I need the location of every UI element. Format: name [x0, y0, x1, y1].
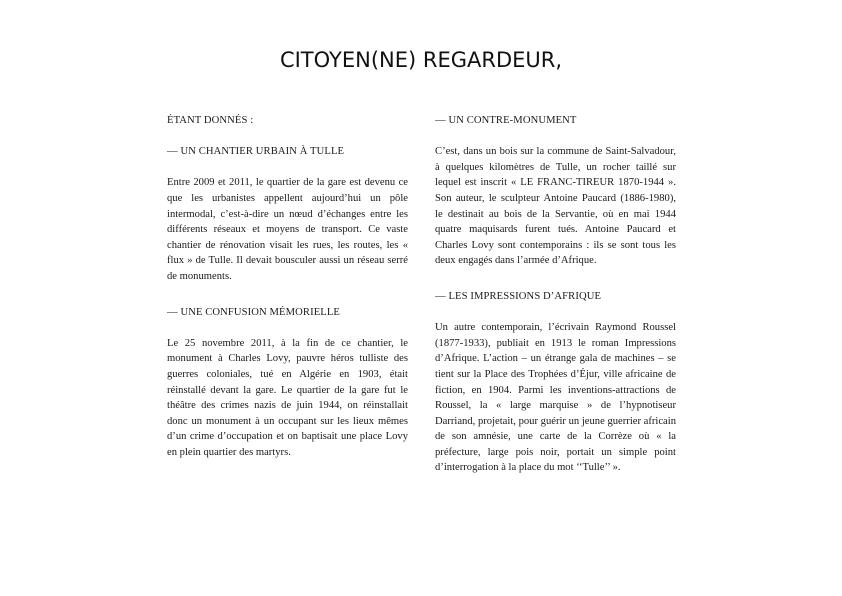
section-text-confusion: Le 25 novembre 2011, à la fin de ce chantier, le monument à Charles Lovy, pauvre héros tulliste des guerres coloniales, tué en Algérie en 1903, était réinstallé devant la gare. Le quartier de la gare fut le théâtre des crimes nazis de juin 1944, on réinstallait donc un monument à un occupant sur les lieux mêmes d’un crime d’occupation et on baptisait une place Lovy en plein quartier des martyrs. [167, 337, 408, 458]
section-text-impressions: Un autre contemporain, l’écrivain Raymond Roussel (1877-1933), publiait en 1913 le roman Impressions d’Afrique. L’action – un étrange gala de machines – se tient sur la Place des Trophées d’Éjur, ville africaine de fiction, en 1904. Parmi les inventions-attractions de Roussel, la « large marquise » de l’hypnotiseur Darriand, projetait, pour guérir un jeune guerrier africain de son amnésie, une carte de la Corrèze où « la préfecture, large pois noir, portait un simple point d’interrogation à la place du mot ‘‘Tulle’’ ». [435, 322, 676, 474]
left-column [167, 113, 408, 460]
section-heading-confusion: — UNE CONFUSION MÉMORIELLE [167, 306, 340, 318]
right-column [435, 113, 676, 476]
section-heading-chantier: — UN CHANTIER URBAIN À TULLE [167, 146, 345, 158]
section-text-chantier: Entre 2009 et 2011, le quartier de la gare est devenu ce que les urbanistes appellent aujourd’hui un pôle intermodal, c’est-à-dire un nœud d’échanges entre les différents réseaux et moyens de transport. Ce vaste chantier de rénovation visait les rues, les routes, les « flux » de Tulle. Il devait bousculer aussi un réseau serré de monuments. [167, 177, 408, 282]
section-text-contre-monument: C’est, dans un bois sur la commune de Saint-Salvadour, à quelques kilomètres de Tulle, un rocher taillé sur lequel est inscrit « LE FRANC-TIREUR 1870-1944 ». Son auteur, le sculpteur Antoine Paucard (1886-1980), le destinait au bois de la Servantie, où en mai 1944 quatre maquisards furent tués. Antoine Paucard et Charles Lovy sont contemporains : ils se sont tous les deux engagés dans l’armée d’Afrique. [435, 146, 676, 267]
section-heading-contre-monument: — UN CONTRE-MONUMENT [435, 115, 577, 126]
section-heading-impressions: — LES IMPRESSIONS D’AFRIQUE [435, 290, 602, 302]
intro-heading: ÉTANT DONNÉS : [167, 115, 254, 126]
page-title: CITOYEN(NE) REGARDEUR, [279, 48, 563, 72]
